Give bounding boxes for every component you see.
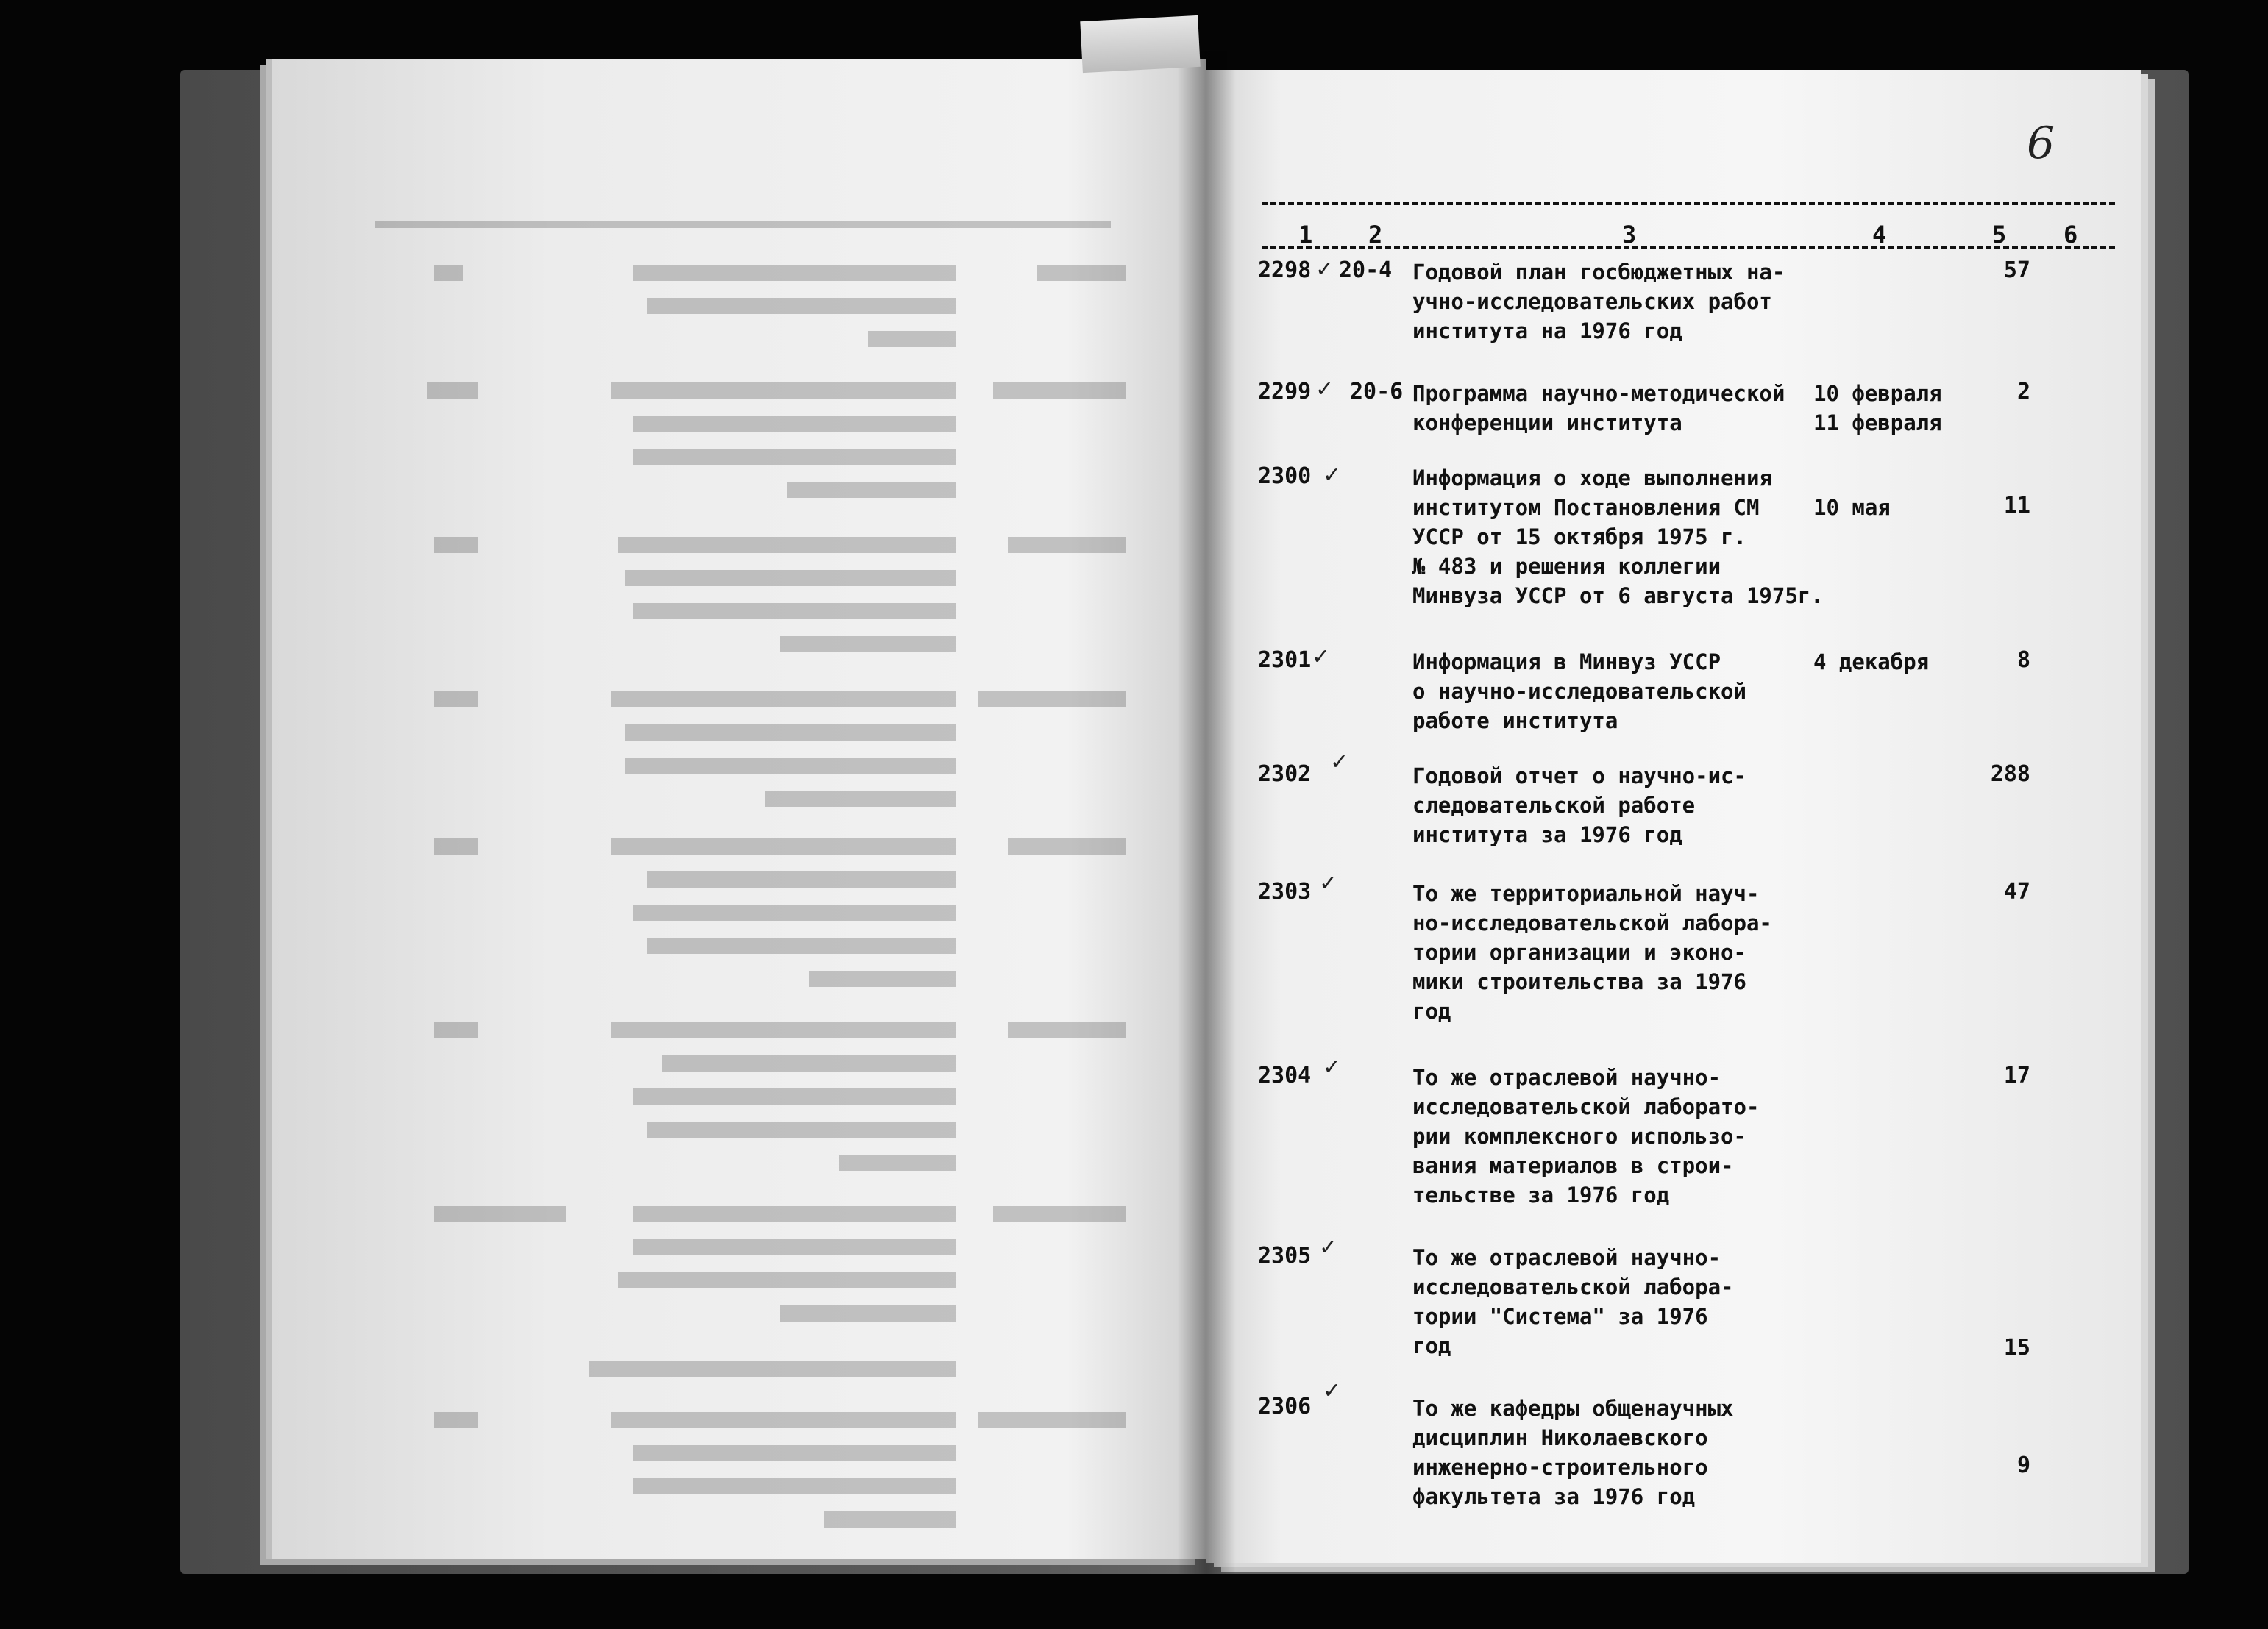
checkmark-icon: ✓ — [1324, 460, 1340, 489]
entry-sheets: 57 — [2003, 257, 2030, 283]
entry-title: То же кафедры общенаучных дисциплин Николаевского инженерно-строительного факультета за 1976 год — [1412, 1396, 1734, 1509]
entry-number: 2305 — [1258, 1243, 1312, 1269]
entry-title: Информация о ходе выполнения институтом Постановления СМ УССР от 15 октября 1975 г. № 483 и решения коллегии Минвуза УССР от 6 августа 1975г. — [1412, 466, 1824, 608]
entry-sheets: 9 — [2016, 1452, 2030, 1478]
checkmark-icon: ✓ — [1317, 374, 1332, 403]
entry-title: Годовой отчет о научно-ис- следовательской работе института за 1976 год — [1412, 763, 1746, 847]
checkmark-icon: ✓ — [1320, 868, 1336, 897]
entry-title: То же отраслевой научно- исследовательской лабора- тории "Система" за 1976 год — [1412, 1245, 1734, 1358]
entry-title: Годовой план госбюджетных на- учно-исследовательских работ института на 1976 год — [1412, 260, 1785, 343]
entry-number: 2298 — [1258, 257, 1312, 283]
col-header-5: 5 — [1992, 221, 2007, 249]
bleed-through-text — [331, 177, 1126, 1500]
col-header-3: 3 — [1622, 221, 1637, 249]
entry-fond: 20-4 — [1339, 257, 1393, 283]
col-header-2: 2 — [1368, 221, 1383, 249]
entry-date: 4 декабря — [1813, 649, 1930, 674]
entry-date: 10 февраля 11 февраля — [1813, 381, 1942, 435]
entry-sheets: 15 — [2003, 1335, 2030, 1361]
checkmark-icon: ✓ — [1313, 641, 1329, 671]
entry-title: То же территориальной науч- но-исследовательской лабора- тории организации и эконо- мики строительства за 1976 год — [1412, 881, 1772, 1024]
checkmark-icon: ✓ — [1320, 1232, 1336, 1261]
entry-number: 2303 — [1258, 879, 1312, 905]
entry-fond: 20-6 — [1350, 379, 1404, 404]
header-rule-top — [1262, 202, 2115, 205]
entry-sheets: 8 — [2016, 647, 2030, 673]
entry-date: 10 мая — [1813, 495, 1891, 520]
checkmark-icon: ✓ — [1332, 746, 1347, 776]
entry-sheets: 2 — [2016, 379, 2030, 404]
entry-number: 2300 — [1258, 463, 1312, 489]
entry-sheets: 17 — [2003, 1063, 2030, 1088]
page-number: 6 — [2027, 118, 2055, 169]
book-gutter — [1177, 51, 1236, 1574]
entry-number: 2306 — [1258, 1394, 1312, 1419]
col-header-6: 6 — [2063, 221, 2078, 249]
col-header-1: 1 — [1298, 221, 1313, 249]
checkmark-icon: ✓ — [1324, 1375, 1340, 1405]
checkmark-icon: ✓ — [1317, 254, 1332, 283]
entry-number: 2304 — [1258, 1063, 1312, 1088]
entry-sheets: 288 — [1990, 761, 2030, 787]
col-header-4: 4 — [1872, 221, 1887, 249]
entry-number: 2299 — [1258, 379, 1312, 404]
bookmark-ribbon — [1080, 15, 1200, 73]
header-rule-bottom — [1262, 246, 2115, 249]
entry-number: 2301 — [1258, 647, 1312, 673]
checkmark-icon: ✓ — [1324, 1052, 1340, 1081]
entry-sheets: 11 — [2003, 493, 2030, 518]
entry-title: Информация в Минвуз УССР о научно-исследовательской работе института — [1412, 649, 1746, 733]
entry-title: То же отраслевой научно- исследовательской лаборато- рии комплексного использо- вания материалов в строи- тельстве за 1976 год — [1412, 1065, 1760, 1208]
entry-title: Программа научно-методической конференции института — [1412, 381, 1785, 435]
entry-number: 2302 — [1258, 761, 1312, 787]
entry-sheets: 47 — [2003, 879, 2030, 905]
